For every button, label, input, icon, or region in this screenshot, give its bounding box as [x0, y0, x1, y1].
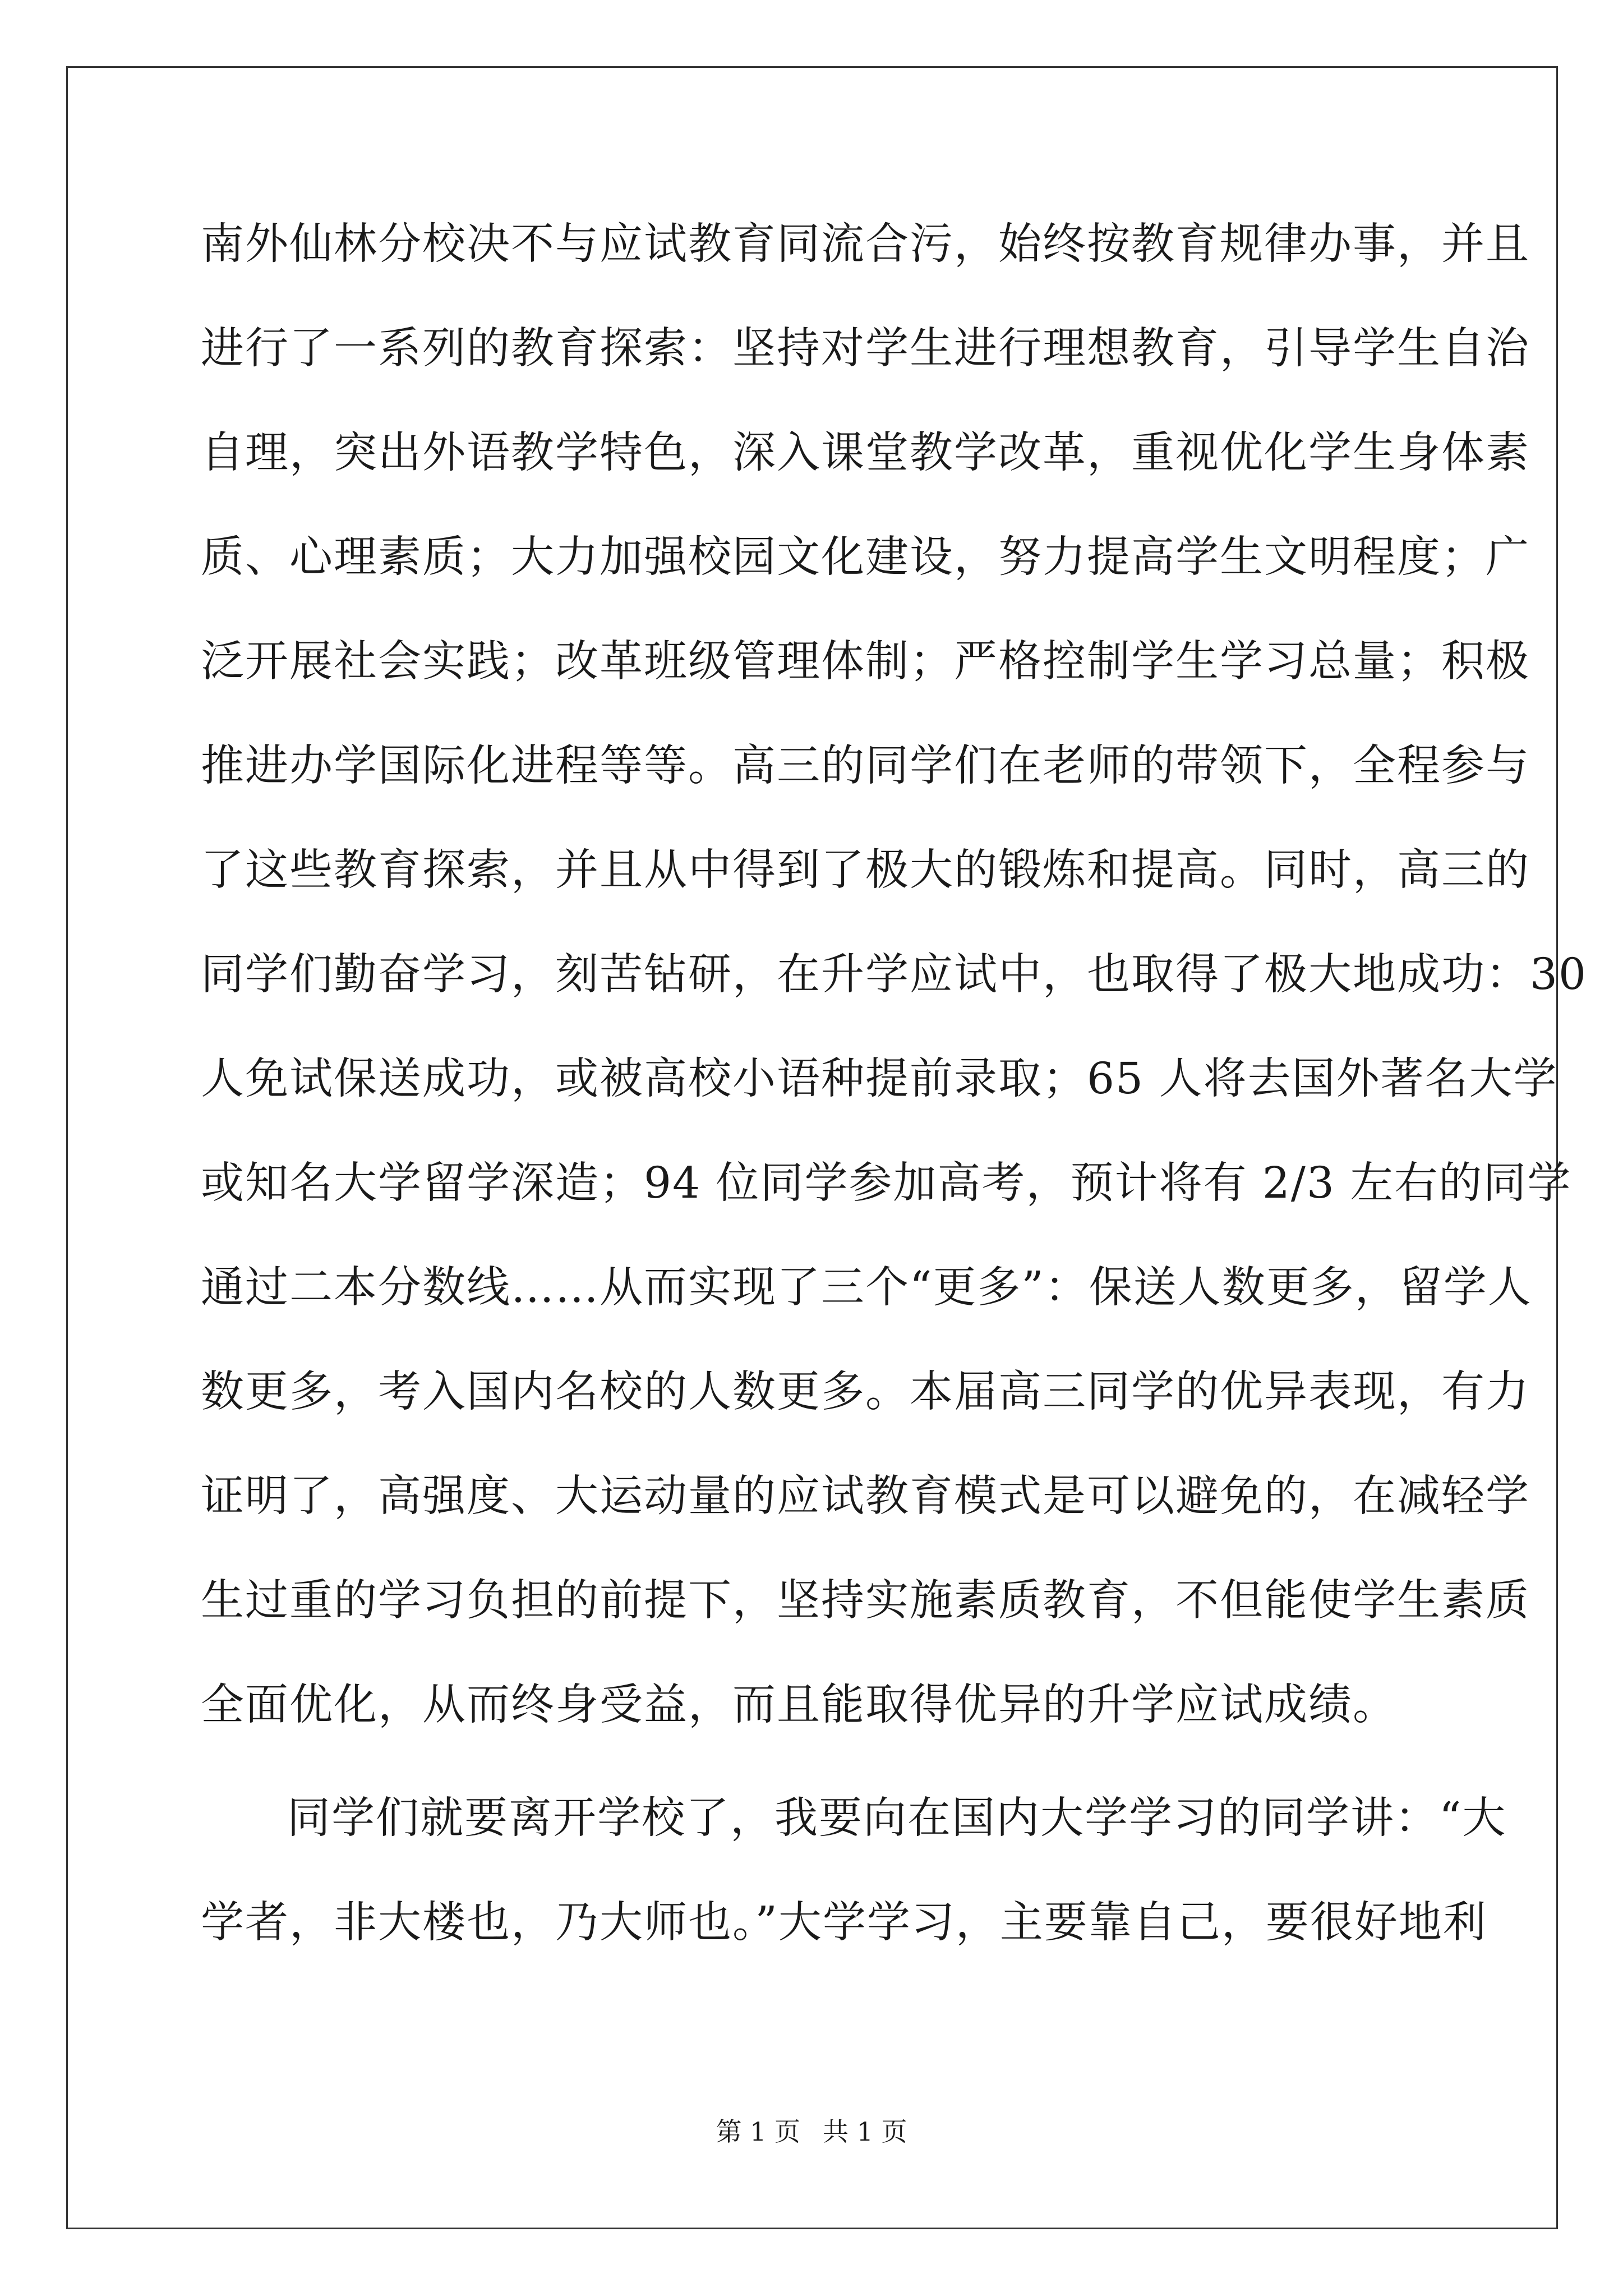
- paragraph-2: [201, 1787, 1507, 1954]
- text-line: 生过重的学习负担的前提下，坚持实施素质教育，不但能使学生素质: [201, 1576, 1530, 1626]
- text-line: 学者，非大楼也，乃大师也。”大学学习，主要靠自己，要很好地利: [201, 1898, 1487, 1948]
- paragraph-1: [201, 213, 1587, 1737]
- page-number: 第 1 页: [716, 2116, 800, 2147]
- text-line: 泛开展社会实践；改革班级管理体制；严格控制学生学习总量；积极: [201, 637, 1530, 687]
- text-line: 数更多，考入国内名校的人数更多。本届高三同学的优异表现，有力: [201, 1367, 1530, 1417]
- text-line: 通过二本分数线……从而实现了三个“更多”：保送人数更多，留学人: [201, 1263, 1532, 1313]
- text-line: 证明了，高强度、大运动量的应试教育模式是可以避免的，在减轻学: [201, 1471, 1530, 1521]
- text-line: 南外仙林分校决不与应试教育同流合污，始终按教育规律办事，并且: [201, 219, 1530, 269]
- text-line: 进行了一系列的教育探索：坚持对学生进行理想教育，引导学生自治: [201, 324, 1530, 374]
- text-line: 推进办学国际化进程等等。高三的同学们在老师的带领下，全程参与: [201, 741, 1530, 791]
- text-line: 质、心理素质；大力加强校园文化建设，努力提高学生文明程度；广: [201, 532, 1530, 582]
- page-footer: [0, 2115, 1623, 2148]
- text-line: 自理，突出外语教学特色，深入课堂教学改革，重视优化学生身体素: [201, 428, 1530, 478]
- text-line: 全面优化，从而终身受益，而且能取得优异的升学应试成绩。: [201, 1680, 1397, 1730]
- page-total: 共 1 页: [823, 2116, 907, 2147]
- text-line: 同学们勤奋学习，刻苦钻研，在升学应试中，也取得了极大地成功：30: [201, 950, 1587, 1000]
- text-line: 了这些教育探索，并且从中得到了极大的锻炼和提高。同时，高三的: [201, 845, 1530, 895]
- text-line: 同学们就要离开学校了，我要向在国内大学学习的同学讲：“大: [287, 1793, 1507, 1843]
- text-line: 人免试保送成功，或被高校小语种提前录取；65 人将去国外著名大学: [201, 1054, 1558, 1104]
- document-body: [201, 213, 1587, 1996]
- text-line: 或知名大学留学深造；94 位同学参加高考，预计将有 2/3 左右的同学: [201, 1158, 1572, 1208]
- paragraph-spacer: [201, 1778, 1423, 1787]
